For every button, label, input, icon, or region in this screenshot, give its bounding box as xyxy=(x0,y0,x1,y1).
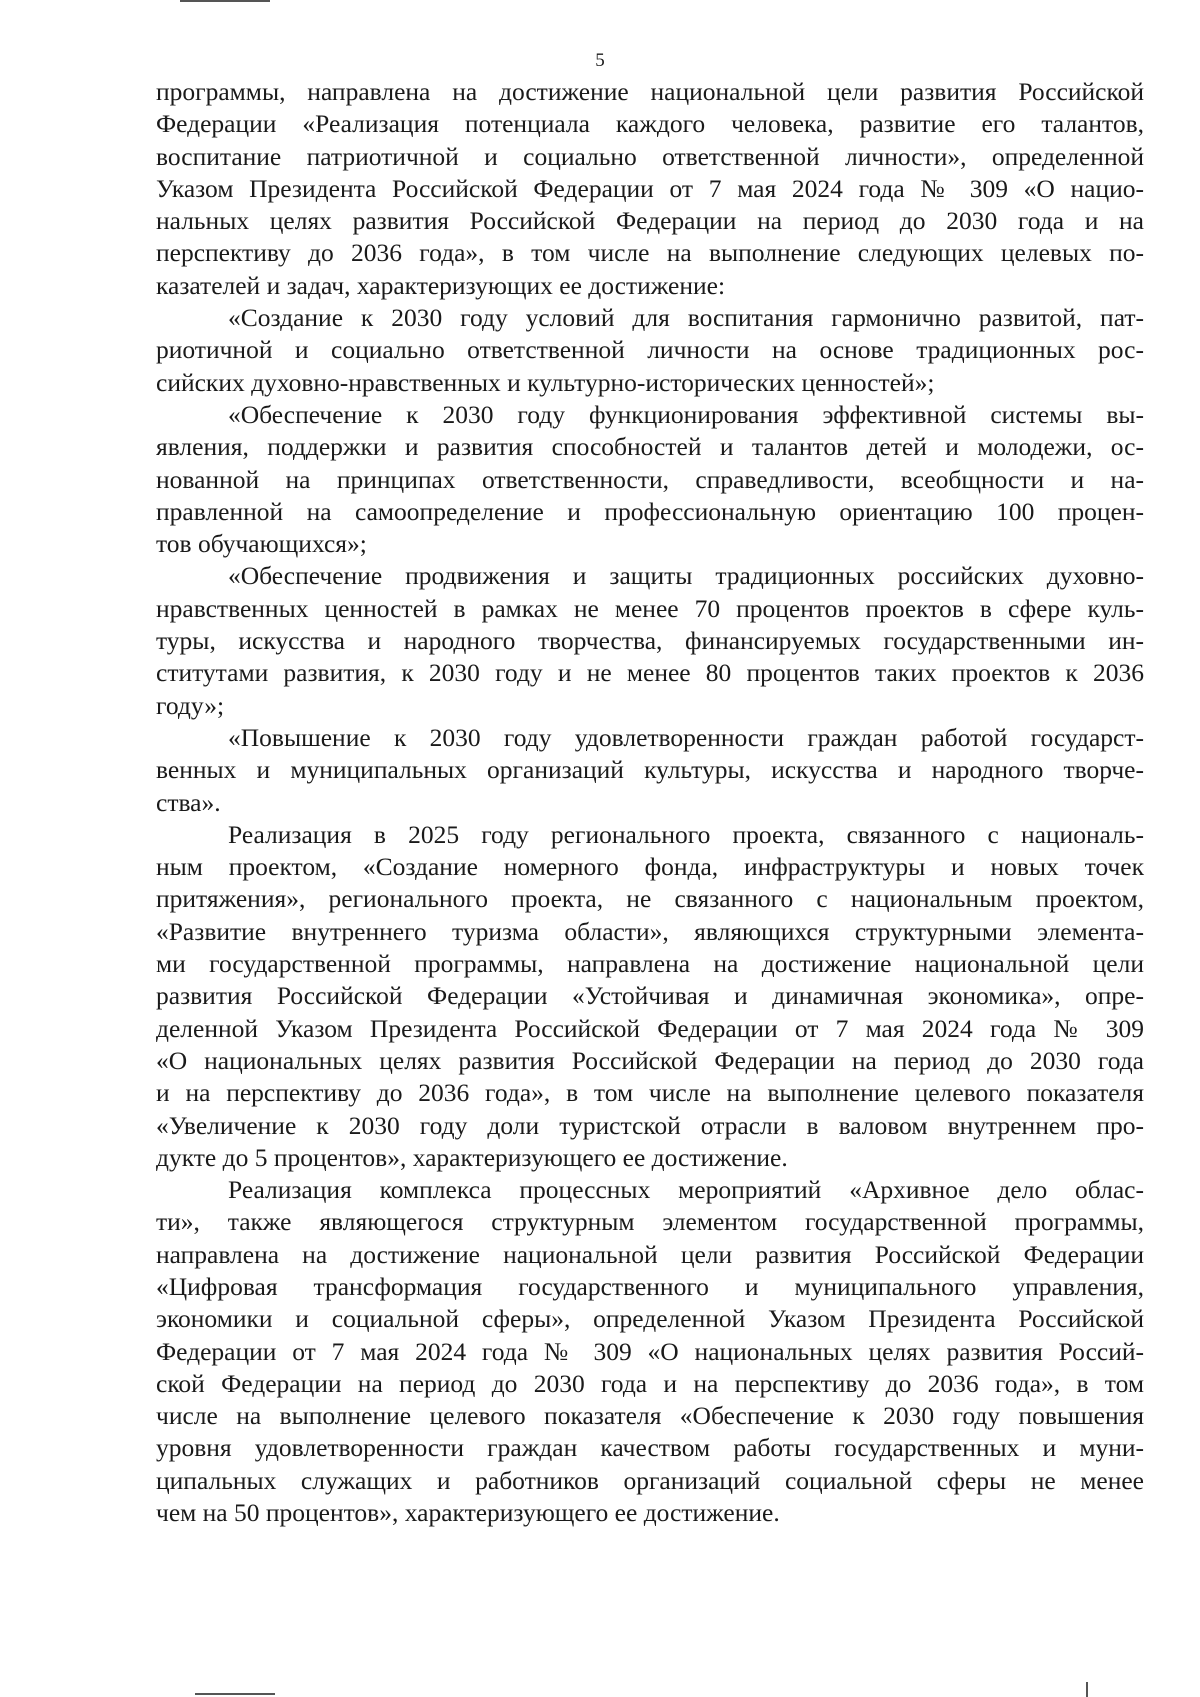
text-line: уровня удовлетворенности граждан качеством работы государственных и муни- xyxy=(156,1433,1144,1463)
text-line: ным проектом, «Создание номерного фонда, инфраструктуры и новых точек xyxy=(156,852,1144,882)
text-line: экономики и социальной сферы», определенной Указом Президента Российской xyxy=(156,1304,1144,1334)
text-line: «Цифровая трансформация государственного и муниципального управления, xyxy=(156,1271,1144,1301)
text-line: явления, поддержки и развития способностей и талантов детей и молодежи, ос- xyxy=(156,432,1144,462)
text-line: «Создание к 2030 году условий для воспитания гармонично развитой, пат- xyxy=(228,303,1144,333)
scan-mark-bottom-left xyxy=(195,1693,275,1695)
text-line: ства». xyxy=(156,787,221,817)
text-line: чем на 50 процентов», характеризующего ее достижение. xyxy=(156,1498,780,1528)
page-number: 5 xyxy=(595,50,605,71)
text-line: дукте до 5 процентов», характеризующего ее достижение. xyxy=(156,1142,788,1172)
text-line: воспитание патриотичной и социально ответственной личности», определенной xyxy=(156,141,1144,171)
text-line: «Обеспечение продвижения и защиты традиционных российских духовно- xyxy=(228,561,1144,591)
text-line: перспективу до 2036 года», в том числе на выполнение следующих целевых по- xyxy=(156,238,1144,268)
text-line: риотичной и социально ответственной личности на основе традиционных рос- xyxy=(156,335,1144,365)
text-line: деленной Указом Президента Российской Федерации от 7 мая 2024 года № 309 xyxy=(156,1013,1144,1043)
text-line: ститутами развития, к 2030 году и не менее 80 процентов таких проектов к 2036 xyxy=(156,658,1144,688)
text-line: «Развитие внутреннего туризма области», являющихся структурными элемента- xyxy=(156,916,1144,946)
text-line: правленной на самоопределение и профессиональную ориентацию 100 процен- xyxy=(156,496,1144,526)
text-line: Федерации от 7 мая 2024 года № 309 «О национальных целях развития Россий- xyxy=(156,1336,1144,1366)
text-line: Реализация комплекса процессных мероприятий «Архивное дело облас- xyxy=(228,1175,1144,1205)
text-line: «Повышение к 2030 году удовлетворенности граждан работой государст- xyxy=(228,722,1144,752)
text-line: нравственных ценностей в рамках не менее 70 процентов проектов в сфере куль- xyxy=(156,593,1144,623)
scan-mark-bottom-right xyxy=(1086,1682,1088,1697)
text-line: году»; xyxy=(156,690,225,720)
text-line: числе на выполнение целевого показателя «Обеспечение к 2030 году повышения xyxy=(156,1401,1144,1431)
text-line: ти», также являющегося структурным элементом государственной программы, xyxy=(156,1207,1144,1237)
text-line: развития Российской Федерации «Устойчивая и динамичная экономика», опре- xyxy=(156,981,1144,1011)
text-line: казателей и задач, характеризующих ее достижение: xyxy=(156,270,726,300)
text-line: венных и муниципальных организаций культуры, искусства и народного творче- xyxy=(156,755,1144,785)
scan-mark-top-left xyxy=(180,0,270,2)
text-line: Реализация в 2025 году регионального проекта, связанного с националь- xyxy=(228,819,1144,849)
text-line: ми государственной программы, направлена на достижение национальной цели xyxy=(156,949,1144,979)
text-line: «Обеспечение к 2030 году функционирования эффективной системы вы- xyxy=(228,399,1144,429)
text-line: Указом Президента Российской Федерации от 7 мая 2024 года № 309 «О нацио- xyxy=(156,173,1144,203)
body-text xyxy=(156,76,1144,1529)
text-line: сийских духовно-нравственных и культурно-исторических ценностей»; xyxy=(156,367,935,397)
text-line: «Увеличение к 2030 году доли туристской отрасли в валовом внутреннем про- xyxy=(156,1110,1144,1140)
text-line: нальных целях развития Российской Федерации на период до 2030 года и на xyxy=(156,206,1144,236)
text-line: ципальных служащих и работников организаций социальной сферы не менее xyxy=(156,1465,1144,1495)
text-line: тов обучающихся»; xyxy=(156,529,367,559)
text-line: притяжения», регионального проекта, не связанного с национальным проектом, xyxy=(156,884,1144,914)
text-line: туры, искусства и народного творчества, финансируемых государственными ин- xyxy=(156,626,1144,656)
text-line: ской Федерации на период до 2030 года и на перспективу до 2036 года», в том xyxy=(156,1368,1144,1398)
text-line: нованной на принципах ответственности, справедливости, всеобщности и на- xyxy=(156,464,1144,494)
text-line: «О национальных целях развития Российской Федерации на период до 2030 года xyxy=(156,1045,1144,1075)
text-line: Федерации «Реализация потенциала каждого человека, развитие его талантов, xyxy=(156,109,1144,139)
text-line: программы, направлена на достижение национальной цели развития Российской xyxy=(156,77,1144,106)
text-line: направлена на достижение национальной цели развития Российской Федерации xyxy=(156,1239,1144,1269)
text-line: и на перспективу до 2036 года», в том числе на выполнение целевого показателя xyxy=(156,1078,1144,1108)
